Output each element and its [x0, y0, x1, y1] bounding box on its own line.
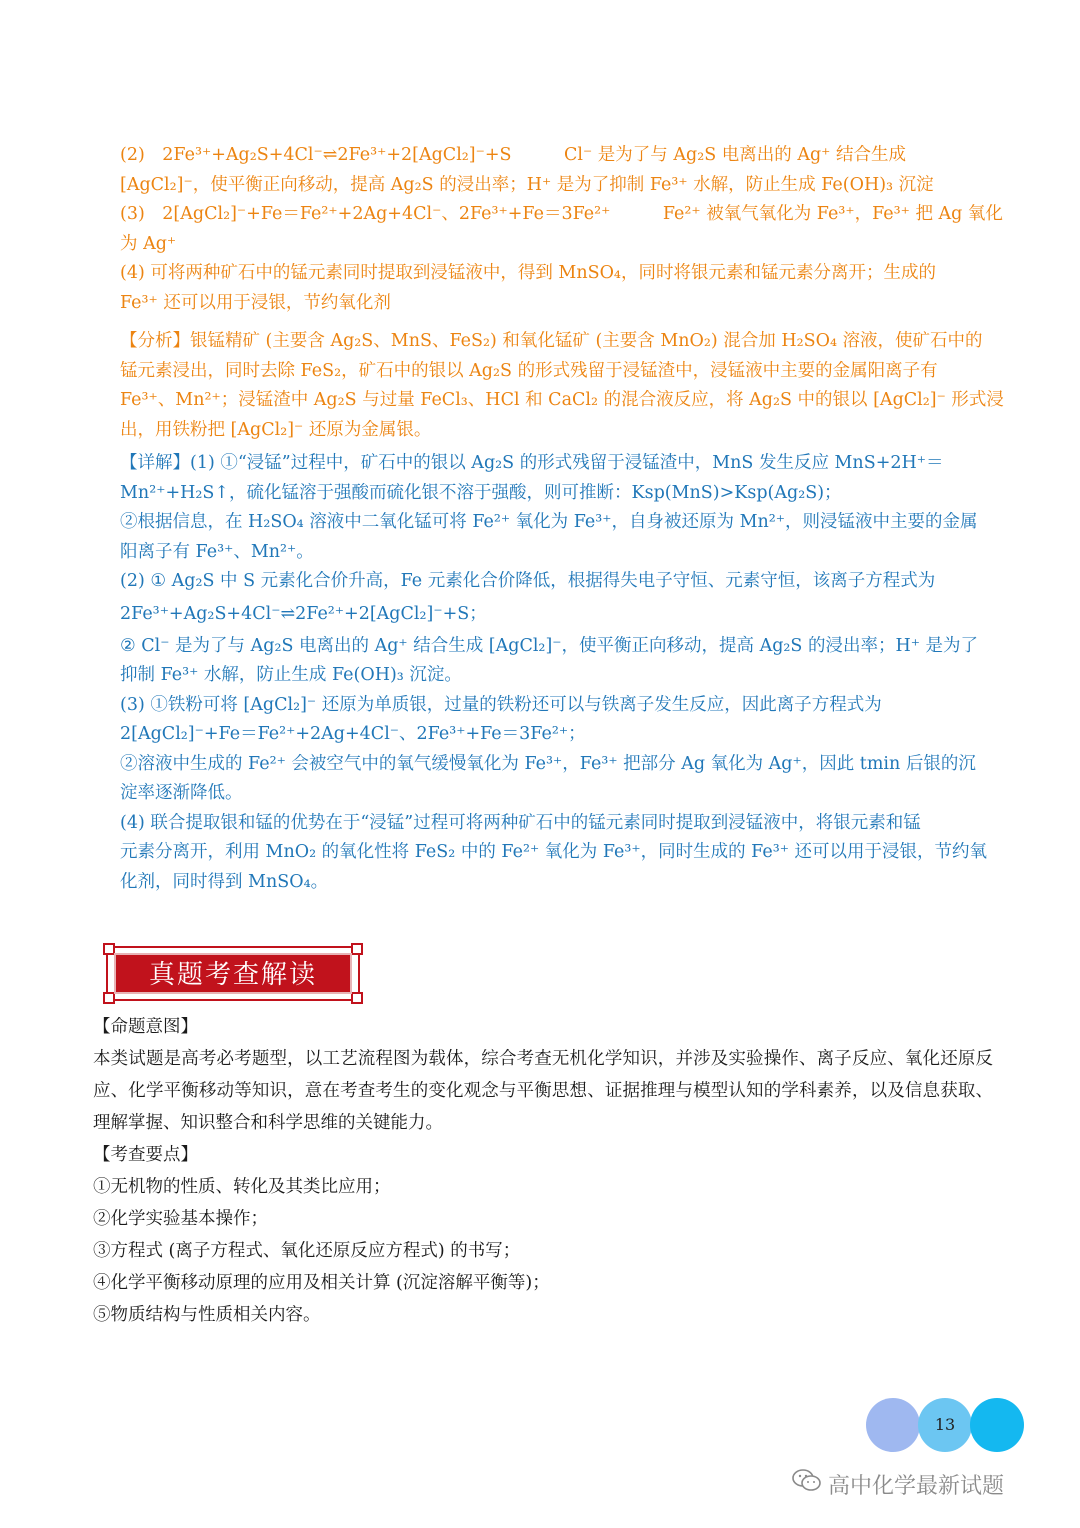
point-item: ①无机物的性质、转化及其类比应用；	[93, 1177, 391, 1197]
analysis-line: 【分析】银锰精矿 (主要含 Ag₂S、MnS、FeS₂) 和氧化锰矿 (主要含 MnO₂) 混合加 H₂SO₄ 溶液，使矿石中的	[120, 331, 983, 351]
detail-line: ②溶液中生成的 Fe²⁺ 会被空气中的氧气缓慢氧化为 Fe³⁺，Fe³⁺ 把部分 Ag 氧化为 Ag⁺，因此 tmin 后银的沉	[120, 753, 976, 774]
point-item: ②化学实验基本操作；	[93, 1209, 268, 1229]
point-item: ⑤物质结构与性质相关内容。	[93, 1305, 321, 1325]
detail-line: (3) ①铁粉可将 [AgCl₂]⁻ 还原为单质银，过量的铁粉还可以与铁离子发生反应，因此离子方程式为	[120, 694, 882, 715]
analysis-line: 锰元素浸出，同时去除 FeS₂，矿石中的银以 Ag₂S 的形式残留于浸锰渣中，浸锰液中主要的金属阳离子有	[120, 360, 938, 381]
answer-line: [AgCl₂]⁻，使平衡正向移动，提高 Ag₂S 的浸出率；H⁺ 是为了抑制 Fe³⁺ 水解，防止生成 Fe(OH)₃ 沉淀	[120, 174, 934, 195]
detail-line: 元素分离开，利用 MnO₂ 的氧化性将 FeS₂ 中的 Fe²⁺ 氧化为 Fe³⁺，同时生成的 Fe³⁺ 还可以用于浸银，节约氧	[120, 842, 988, 862]
analysis-line: Fe³⁺、Mn²⁺；浸锰渣中 Ag₂S 与过量 FeCl₃、HCl 和 CaCl₂ 的混合液反应，将 Ag₂S 中的银以 [AgCl₂]⁻ 形式浸	[120, 390, 1004, 410]
detail-line: (4) 联合提取银和锰的优势在于“浸锰”过程可将两种矿石中的锰元素同时提取到浸锰液中，将银元素和锰	[120, 812, 921, 833]
watermark-text: 高中化学最新试题	[828, 1474, 1005, 1499]
page-number-badge	[866, 1398, 1026, 1454]
intent-body: 本类试题是高考必考题型，以工艺流程图为载体，综合考查无机化学知识，并涉及实验操作、离子反应、氧化还原反应、化学平衡移动等知识，意在考查考生的变化观念与平衡思想、证据推理与模型认知的学科素养，以及信息获取、理解掌握、知识整合和科学思维的关键能力。	[93, 1049, 993, 1133]
answer-line: (2) 2Fe³⁺+Ag₂S+4Cl⁻⇌2Fe³⁺+2[AgCl₂]⁻+S Cl⁻ 是为了与 Ag₂S 电离出的 Ag⁺ 结合生成	[120, 145, 906, 165]
detail-line: Mn²⁺+H₂S↑，硫化锰溶于强酸而硫化银不溶于强酸，则可推断：Ksp(MnS)>Ksp(Ag₂S)；	[120, 482, 842, 503]
answer-line: (4) 可将两种矿石中的锰元素同时提取到浸锰液中，得到 MnSO₄，同时将银元素和锰元素分离开；生成的	[120, 263, 936, 283]
analysis-section	[120, 327, 1004, 445]
detail-line: ② Cl⁻ 是为了与 Ag₂S 电离出的 Ag⁺ 结合生成 [AgCl₂]⁻，使平衡正向移动，提高 Ag₂S 的浸出率；H⁺ 是为了	[120, 635, 979, 656]
points-heading: 【考查要点】	[93, 1145, 198, 1165]
intent-heading: 【命题意图】	[93, 1017, 198, 1037]
detail-section	[120, 449, 990, 897]
watermark	[792, 1468, 1052, 1504]
detail-line: (2) ① Ag₂S 中 S 元素化合价升高，Fe 元素化合价降低，根据得失电子守恒、元素守恒，该离子方程式为	[120, 571, 936, 591]
analysis-line: 出，用铁粉把 [AgCl₂]⁻ 还原为金属银。	[120, 419, 432, 440]
point-item: ③方程式 (离子方程式、氧化还原反应方程式) 的书写；	[93, 1241, 521, 1261]
detail-line: 化剂，同时得到 MnSO₄。	[120, 871, 329, 892]
detail-line: 2[AgCl₂]⁻+Fe＝Fe²⁺+2Ag+4Cl⁻、2Fe³⁺+Fe＝3Fe²⁺；	[120, 724, 586, 744]
detail-line: ②根据信息，在 H₂SO₄ 溶液中二氧化锰可将 Fe²⁺ 氧化为 Fe³⁺，自身被还原为 Mn²⁺，则浸锰液中主要的金属	[120, 512, 978, 532]
point-item: ④化学平衡移动原理的应用及相关计算 (沉淀溶解平衡等)；	[93, 1273, 550, 1293]
banner-title: 真题考查解读	[114, 953, 352, 994]
answer-section	[120, 141, 1003, 318]
detail-line: 淀率逐渐降低。	[120, 783, 243, 803]
intent-section	[93, 1011, 993, 1331]
decor-circle	[866, 1398, 920, 1452]
decor-circle	[970, 1398, 1024, 1452]
page-number: 13	[934, 1415, 956, 1434]
wechat-icon	[792, 1468, 822, 1506]
detail-line: 【详解】(1) ①“浸锰”过程中，矿石中的银以 Ag₂S 的形式残留于浸锰渣中，MnS 发生反应 MnS+2H⁺＝	[120, 453, 944, 473]
section-banner	[106, 946, 360, 1001]
banner-corner	[351, 992, 363, 1004]
detail-line: 抑制 Fe³⁺ 水解，防止生成 Fe(OH)₃ 沉淀。	[120, 665, 462, 685]
detail-line: 2Fe³⁺+Ag₂S+4Cl⁻⇌2Fe²⁺+2[AgCl₂]⁻+S；	[120, 603, 487, 624]
banner-corner	[351, 943, 363, 955]
answer-line: Fe³⁺ 还可以用于浸银，节约氧化剂	[120, 292, 391, 313]
answer-line: (3) 2[AgCl₂]⁻+Fe＝Fe²⁺+2Ag+4Cl⁻、2Fe³⁺+Fe＝3Fe²⁺ Fe²⁺ 被氧气氧化为 Fe³⁺，Fe³⁺ 把 Ag 氧化	[120, 204, 1003, 224]
answer-line: 为 Ag⁺	[120, 233, 177, 254]
detail-line: 阳离子有 Fe³⁺、Mn²⁺。	[120, 541, 314, 562]
